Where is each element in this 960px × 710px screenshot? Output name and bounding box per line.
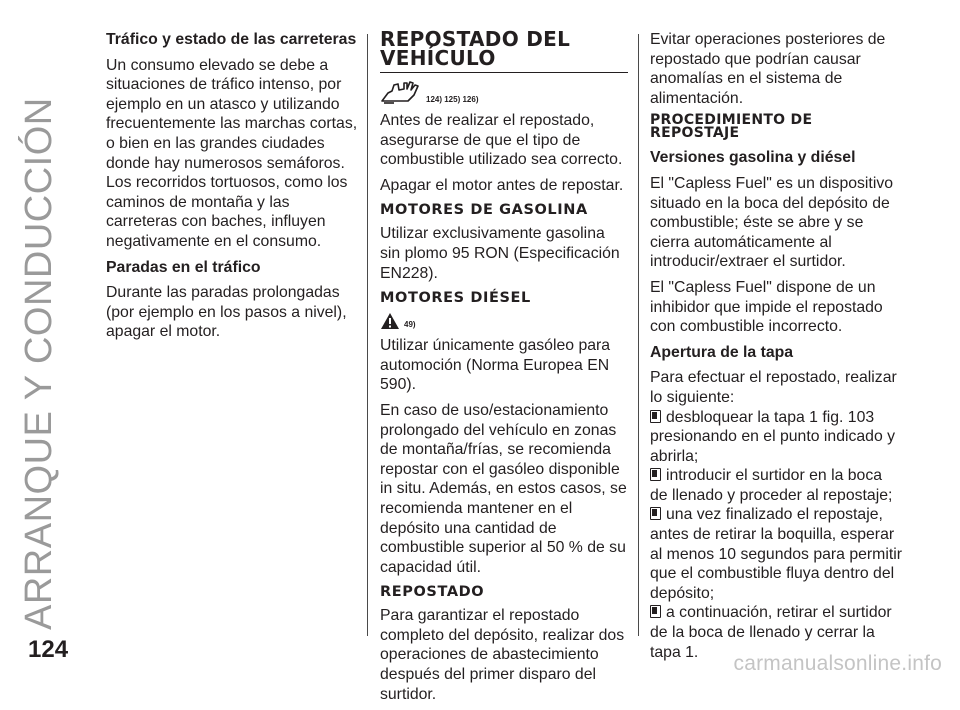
opening-intro: Para efectuar el repostado, realizar lo siguiente: xyxy=(650,369,897,406)
bullet-icon xyxy=(650,410,661,423)
traffic-paragraph: Un consumo elevado se debe a situaciones de tráfico intenso, por ejemplo en un atasco y utilizando frecuentemente las marchas cortas, o bien en las grandes ciudades donde hay numerosos semáforos. Los recorridos tortuosos, como los caminos de montaña y las carreteras con baches, influyen negativamente en el consumo. xyxy=(106,56,358,250)
warning-refs-text: 124) 125) 126) xyxy=(426,95,479,104)
list-item xyxy=(650,505,902,603)
warning-references xyxy=(380,79,628,105)
chapter-title-text: ARRANQUE Y CONDUCCIÓN xyxy=(18,97,60,630)
versions-heading: Versiones gasolina y diésel xyxy=(650,149,856,167)
column-right xyxy=(650,30,902,662)
column-left xyxy=(106,30,358,348)
caution-triangle-icon xyxy=(380,312,400,330)
bullet-icon xyxy=(650,468,661,481)
capless-paragraph-2: El "Capless Fuel" dispone de un inhibidor que impide el repostado con combustible incorrecto. xyxy=(650,278,883,336)
diesel-paragraph: Utilizar únicamente gasóleo para automoción (Norma Europea EN 590). xyxy=(380,337,611,394)
step-text: a continuación, retirar el surtidor de la boca de llenado y cerrar la tapa 1. xyxy=(650,604,892,661)
refueling-section-heading: REPOSTADO DEL VEHÍCULO xyxy=(380,30,628,73)
watermark: carmanualsonline.info xyxy=(733,652,942,675)
diesel-engines-heading: MOTORES DIÉSEL xyxy=(380,290,531,307)
refueling-paragraph: Para garantizar el repostado completo del depósito, realizar dos operaciones de abastecimiento después del primer disparo del surtidor. xyxy=(380,607,625,703)
diesel-warning-reference xyxy=(380,312,628,330)
chapter-sidebar-title xyxy=(14,30,74,630)
warning-hand-icon xyxy=(380,79,422,105)
diesel-cold-paragraph: En caso de uso/estacionamiento prolongado del vehículo en zonas de montaña/frías, se recomienda repostar con el gasóleo disponible in situ. Además, en estos casos, se recomienda mantener en el depósito una cantidad de combustible superior al 50 % de su capacidad útil. xyxy=(380,401,627,576)
column-middle xyxy=(380,27,628,710)
procedure-heading: PROCEDIMIENTO DE REPOSTAJE xyxy=(650,112,813,142)
fuel-check-paragraph: Antes de realizar el repostado, asegurarse de que el tipo de combustible utilizado sea correcto. xyxy=(380,112,623,169)
step-text: introducir el surtidor en la boca de llenado y proceder al repostaje; xyxy=(650,467,893,504)
procedure-steps-list xyxy=(650,408,902,663)
diesel-refs-text: 49) xyxy=(404,320,416,330)
bullet-icon xyxy=(650,507,661,520)
list-item xyxy=(650,408,902,467)
column-divider-right xyxy=(638,34,639,636)
step-text: desbloquear la tapa 1 fig. 103 presionando en el punto indicado y abrirla; xyxy=(650,408,896,465)
column-divider-left xyxy=(367,34,368,636)
list-item xyxy=(650,466,902,505)
opening-heading: Apertura de la tapa xyxy=(650,343,794,361)
refueling-heading: REPOSTADO xyxy=(380,584,485,601)
page-number: 124 xyxy=(28,636,69,663)
step-text: una vez finalizado el repostaje, antes de retirar la boquilla, esperar al menos 10 segundos para permitir que el combustible fluya dentro del depósito; xyxy=(650,506,903,602)
stops-paragraph: Durante las paradas prolongadas (por ejemplo en los pasos a nivel), apagar el motor. xyxy=(106,284,347,341)
petrol-paragraph: Utilizar exclusivamente gasolina sin plomo 95 RON (Especificación EN228). xyxy=(380,225,620,282)
petrol-engines-heading: MOTORES DE GASOLINA xyxy=(380,202,588,219)
stops-heading: Paradas en el tráfico xyxy=(106,258,261,276)
traffic-heading: Tráfico y estado de las carreteras xyxy=(106,31,357,48)
engine-off-paragraph: Apagar el motor antes de repostar. xyxy=(380,176,624,194)
bullet-icon xyxy=(650,605,661,618)
capless-paragraph-1: El "Capless Fuel" es un dispositivo situado en la boca del depósito de combustible; éste se abre y se cierra automáticamente al introducir/extraer el surtidor. xyxy=(650,174,894,271)
avoid-paragraph: Evitar operaciones posteriores de repostado que podrían causar anomalías en el sistema de alimentación. xyxy=(650,31,886,107)
